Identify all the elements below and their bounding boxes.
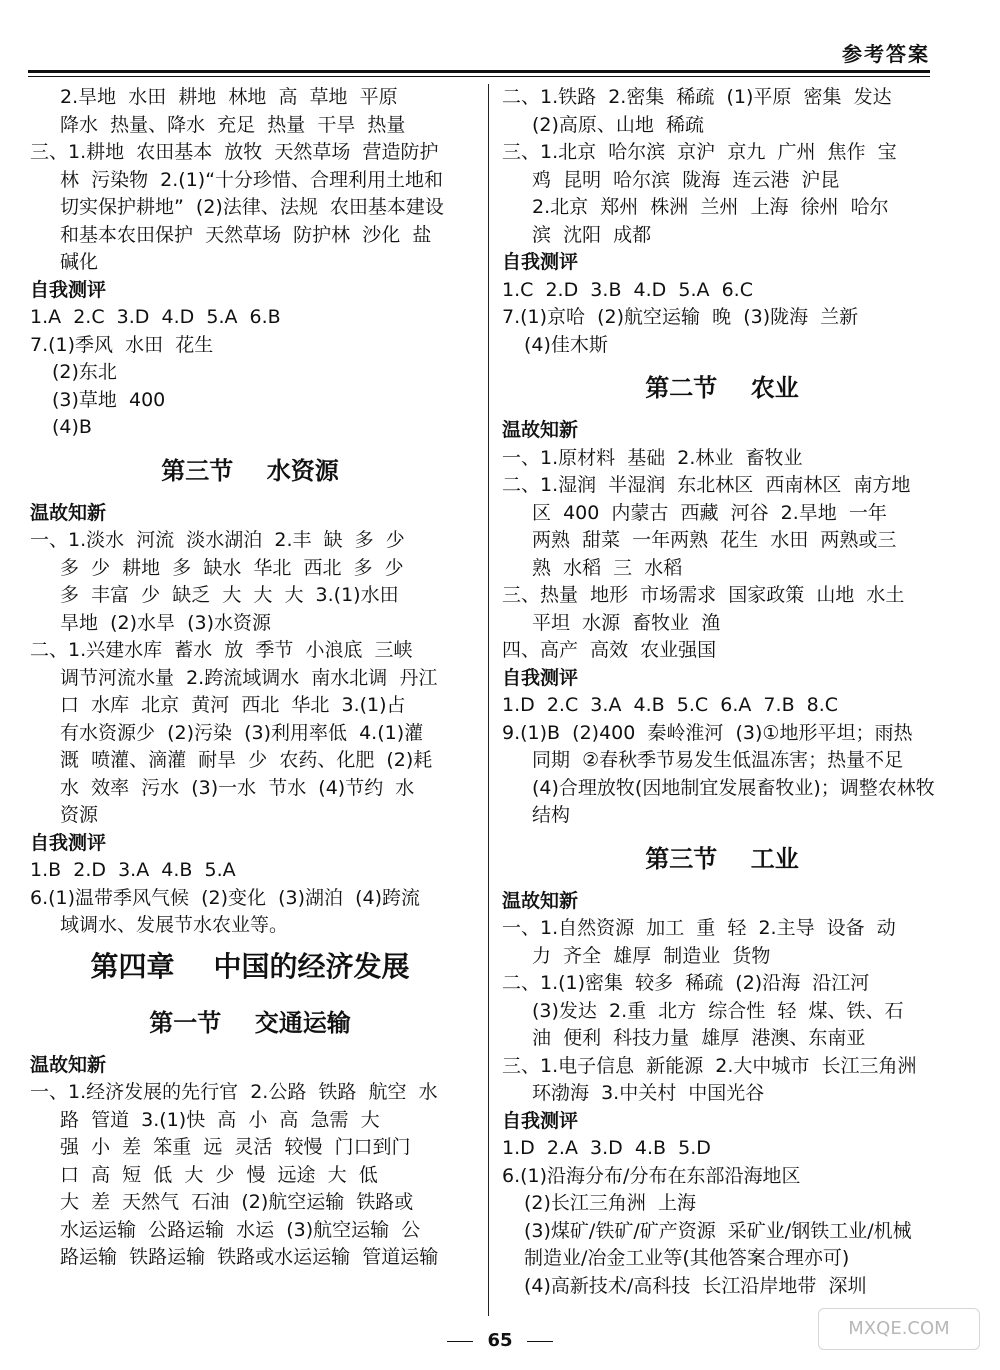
answer-line: (2)高原、山地 稀疏 (532, 113, 704, 136)
answer-line: 二、1.铁路 2.密集 稀疏 (1)平原 密集 发达 (502, 86, 892, 108)
answer-line: 力 齐全 雄厚 制造业 货物 (532, 944, 771, 967)
answer-line: 滨 沈阳 成都 (532, 223, 652, 246)
answer-line: 二、1.(1)密集 较多 稀疏 (2)沿海 沿江河 (502, 972, 870, 994)
header-title: 参考答案 (842, 42, 930, 66)
section-heading: 第三节 水资源 (161, 456, 339, 485)
subsection-heading: 自我测评 (502, 251, 579, 273)
answer-line: (2)东北 (52, 361, 117, 383)
answer-line: 路运输 铁路运输 铁路或水运运输 管道运输 (60, 1246, 439, 1268)
answer-line: (4)合理放牧(因地制宜发展畜牧业)；调整农林牧 (532, 776, 935, 799)
subsection-heading: 自我测评 (30, 831, 107, 854)
answer-line: 7.(1)季风 水田 花生 (30, 333, 214, 356)
answer-line: 环渤海 3.中关村 中国光谷 (532, 1082, 765, 1104)
right-column (502, 84, 942, 1300)
section-heading: 第二节 农业 (645, 374, 799, 402)
answer-line: 水 效率 污水 (3)一水 节水 (4)节约 水 (60, 776, 415, 799)
answer-line: 区 400 内蒙古 西藏 河谷 2.旱地 一年 (532, 501, 887, 524)
column-divider (488, 84, 489, 1316)
answer-line: 1.D 2.A 3.D 4.B 5.D (502, 1137, 711, 1159)
answer-line: (4)B (52, 416, 92, 438)
section-heading: 第三节 工业 (645, 844, 799, 873)
answer-line: 同期 ②春秋季节易发生低温冻害；热量不足 (532, 749, 904, 771)
answer-line: 切实保护耕地” (2)法律、法规 农田基本建设 (60, 196, 444, 218)
answer-line: 油 便利 科技力量 雄厚 港澳、东南亚 (532, 1027, 866, 1049)
answer-line: 域调水、发展节水农业等。 (60, 914, 289, 936)
footer-dash-right (527, 1341, 553, 1342)
answer-line: 碱化 (60, 251, 99, 273)
answer-line: 一、1.自然资源 加工 重 轻 2.主导 设备 动 (502, 917, 896, 939)
subsection-heading: 温故知新 (30, 1053, 107, 1076)
answer-line: 1.A 2.C 3.D 4.D 5.A 6.B (30, 306, 281, 328)
answer-line: 调节河流水量 2.跨流域调水 南水北调 丹江 (60, 666, 438, 689)
header-rule (28, 70, 930, 73)
subsection-heading: 温故知新 (30, 501, 107, 524)
answer-line: 7.(1)京哈 (2)航空运输 晚 (3)陇海 兰新 (502, 306, 859, 328)
left-column (30, 84, 470, 1272)
answer-line: (4)高新技术/高科技 长江沿岸地带 深圳 (524, 1274, 867, 1297)
answer-line: 旱地 (2)水旱 (3)水资源 (60, 611, 271, 634)
answer-line: 1.D 2.C 3.A 4.B 5.C 6.A 7.B 8.C (502, 694, 839, 716)
answer-line: 口 水库 北京 黄河 西北 华北 3.(1)占 (60, 694, 406, 716)
chapter-heading: 第四章 中国的经济发展 (90, 949, 410, 983)
answer-line: 三、1.耕地 农田基本 放牧 天然草场 营造防护 (30, 141, 439, 163)
answer-line: (3)发达 2.重 北方 综合性 轻 煤、铁、石 (532, 999, 904, 1022)
answer-line: 溉 喷灌、滴灌 耐旱 少 农药、化肥 (2)耗 (60, 749, 433, 771)
answer-line: 资源 (60, 804, 99, 826)
answer-line: 平坦 水源 畜牧业 渔 (532, 611, 721, 634)
answer-line: 熟 水稻 三 水稻 (532, 556, 683, 579)
answer-line: 9.(1)B (2)400 秦岭淮河 (3)①地形平坦；雨热 (502, 721, 913, 744)
answer-line: 两熟 甜菜 一年两熟 花生 水田 两熟或三 (532, 529, 897, 551)
answer-line: 三、1.电子信息 新能源 2.大中城市 长江三角洲 (502, 1054, 917, 1077)
answer-line: 水运运输 公路运输 水运 (3)航空运输 公 (60, 1218, 421, 1241)
subsection-heading: 温故知新 (502, 889, 579, 912)
answer-line: (4)佳木斯 (524, 333, 608, 356)
answer-line: 2.旱地 水田 耕地 林地 高 草地 平原 (60, 86, 398, 108)
subsection-heading: 自我测评 (502, 1109, 579, 1132)
watermark-logo: MXQE.COM (818, 1308, 980, 1350)
answer-line: 制造业/冶金工业等(其他答案合理亦可) (524, 1247, 850, 1269)
subsection-heading: 自我测评 (502, 666, 579, 689)
answer-line: 鸡 昆明 哈尔滨 陇海 连云港 沪昆 (532, 168, 840, 191)
answer-line: 6.(1)温带季风气候 (2)变化 (3)湖泊 (4)跨流 (30, 886, 421, 909)
answer-line: 和基本农田保护 天然草场 防护林 沙化 盐 (60, 223, 432, 246)
answer-line: 1.B 2.D 3.A 4.B 5.A (30, 859, 236, 881)
answer-line: (2)长江三角洲 上海 (524, 1192, 696, 1214)
answer-line: 大 差 天然气 石油 (2)航空运输 铁路或 (60, 1191, 414, 1213)
answer-line: 林 污染物 2.(1)“十分珍惜、合理利用土地和 (60, 168, 444, 191)
answer-line: 口 高 短 低 大 少 慢 远途 大 低 (60, 1163, 378, 1186)
answer-line: 三、1.北京 哈尔滨 京沪 京九 广州 焦作 宝 (502, 141, 897, 163)
answer-line: 二、1.兴建水库 蓄水 放 季节 小浪底 三峡 (30, 639, 413, 661)
answer-line: (3)草地 400 (52, 388, 166, 411)
header-rule-thin (28, 76, 930, 77)
answer-line: 2.北京 郑州 株洲 兰州 上海 徐州 哈尔 (532, 196, 889, 218)
answer-line: 有水资源少 (2)污染 (3)利用率低 4.(1)灌 (60, 721, 424, 744)
answer-line: 降水 热量、降水 充足 热量 干旱 热量 (60, 113, 406, 136)
answer-line: 强 小 差 笨重 远 灵活 较慢 门口到门 (60, 1136, 411, 1158)
answer-line: (3)煤矿/铁矿/矿产资源 采矿业/钢铁工业/机械 (524, 1219, 912, 1242)
answer-line: 1.C 2.D 3.B 4.D 5.A 6.C (502, 278, 753, 301)
answer-line: 多 丰富 少 缺乏 大 大 大 3.(1)水田 (60, 584, 399, 606)
answer-line: 一、1.经济发展的先行官 2.公路 铁路 航空 水 (30, 1081, 438, 1103)
footer-dash-left (447, 1341, 473, 1342)
subsection-heading: 温故知新 (502, 419, 579, 441)
answer-line: 路 管道 3.(1)快 高 小 高 急需 大 (60, 1108, 380, 1131)
answer-line: 结构 (532, 804, 571, 826)
answer-line: 6.(1)沿海分布/分布在东部沿海地区 (502, 1164, 801, 1187)
answer-line: 四、高产 高效 农业强国 (502, 639, 717, 661)
answer-line: 一、1.原材料 基础 2.林业 畜牧业 (502, 446, 803, 469)
section-heading: 第一节 交通运输 (149, 1008, 351, 1037)
subsection-heading: 自我测评 (30, 278, 107, 301)
answer-line: 多 少 耕地 多 缺水 华北 西北 多 少 (60, 556, 404, 579)
answer-line: 三、热量 地形 市场需求 国家政策 山地 水土 (502, 584, 905, 606)
answer-line: 二、1.湿润 半湿润 东北林区 西南林区 南方地 (502, 474, 911, 496)
page-number: 65 (487, 1330, 513, 1351)
answer-line: 一、1.淡水 河流 淡水湖泊 2.丰 缺 多 少 (30, 529, 405, 551)
